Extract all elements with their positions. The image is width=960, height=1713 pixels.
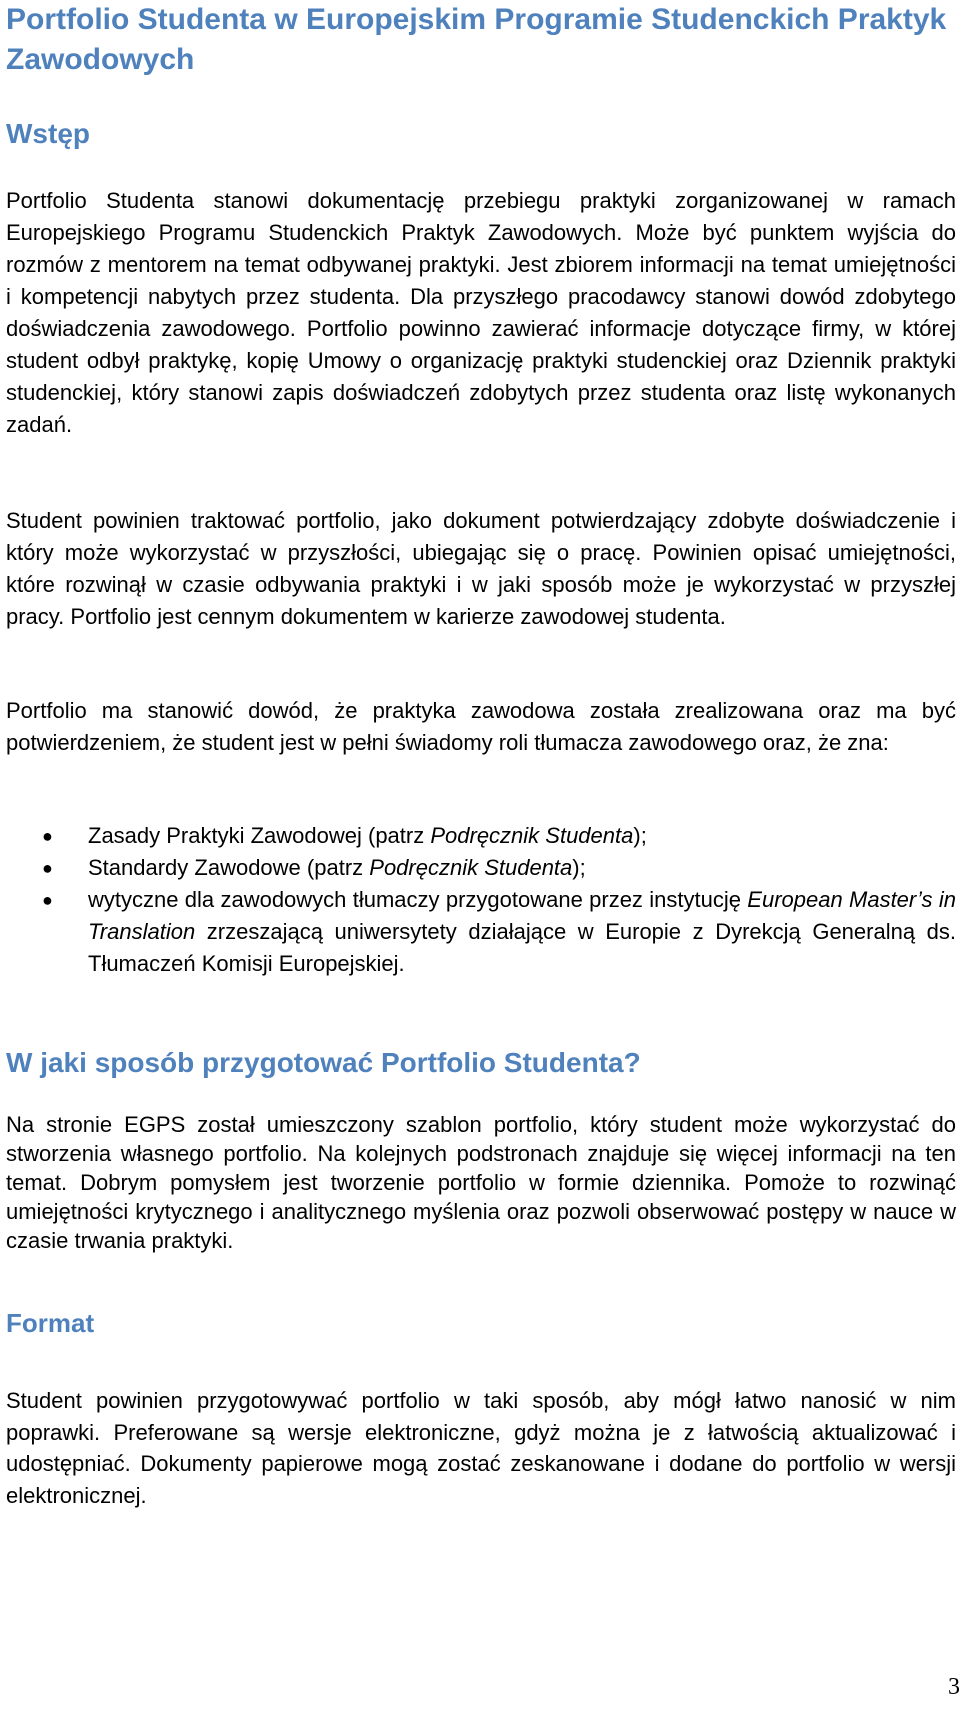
intro-paragraph-3: Portfolio ma stanowić dowód, że praktyka zawodowa została zrealizowana oraz ma być potwierdzeniem, że student jest w pełni świadomy roli tłumacza zawodowego oraz, że zna: [6, 698, 956, 755]
format-paragraph: Student powinien przygotowywać portfolio w taki sposób, aby mógł łatwo nanosić w nim poprawki. Preferowane są wersje elektroniczne, gdyż można je z łatwością aktualizować i udostępniać. Dokumenty papierowe mogą zostać zeskanowane i dodane do portfolio w wersji elektronicznej. [6, 1388, 956, 1508]
list-item-text: Zasady Praktyki Zawodowej (patrz [88, 823, 431, 848]
section-heading-intro: Wstęp [6, 118, 90, 149]
bullet-icon: ● [42, 890, 53, 910]
requirements-list [6, 820, 956, 980]
list-item-text: Standardy Zawodowe (patrz [88, 855, 370, 880]
list-item-italic-reference: European Master’s in Translation [88, 887, 956, 944]
bullet-icon: ● [42, 826, 53, 846]
intro-paragraph-2: Student powinien traktować portfolio, jako dokument potwierdzający zdobyte doświadczenie i który może wykorzystać w przyszłości, ubiegając się o pracę. Powinien opisać umiejętności, które rozwinął w czasie odbywania praktyki i w jaki sposób może je wykorzystać w przyszłej pracy. Portfolio jest cennym dokumentem w karierze zawodowej studenta. [6, 508, 956, 629]
document-title: Portfolio Studenta w Europejskim Programie Studenckich Praktyk Zawodowych [6, 3, 947, 76]
intro-paragraph-1: Portfolio Studenta stanowi dokumentację przebiegu praktyki zorganizowanej w ramach Europejskiego Programu Studenckich Praktyk Zawodowych. Może być punktem wyjścia do rozmów z mentorem na temat odbywanej praktyki. Jest zbiorem informacji na temat umiejętności i kompetencji nabytych przez studenta. Dla przyszłego pracodawcy stanowi dowód zdobytego doświadczenia zawodowego. Portfolio powinno zawierać informacje dotyczące firmy, w której student odbył praktykę, kopię Umowy o organizację praktyki studenckiej oraz Dziennik praktyki studenckiej, który stanowi zapis doświadczeń zdobytych przez studenta oraz listę wykonanych zadań. [6, 188, 956, 437]
section-heading-format: Format [6, 1308, 95, 1338]
bullet-icon: ● [42, 858, 53, 878]
list-item-italic-reference: Podręcznik Studenta [430, 823, 634, 848]
section-heading-how-to: W jaki sposób przygotować Portfolio Studenta? [6, 1047, 641, 1078]
list-item-text-end: zrzeszającą uniwersytety działające w Europie z Dyrekcją Generalną ds. Tłumaczeń Komisji Europejskiej. [88, 919, 956, 976]
list-item-italic-reference: Podręcznik Studenta [369, 855, 573, 880]
list-item-text-end: ); [633, 823, 647, 848]
how-to-paragraph: Na stronie EGPS został umieszczony szablon portfolio, który student może wykorzystać do stworzenia własnego portfolio. Na kolejnych podstronach znajduje się więcej informacji na ten temat. Dobrym pomysłem jest tworzenie portfolio w formie dziennika. Pomoże to rozwinąć umiejętności krytycznego i analitycznego myślenia oraz pozwoli obserwować postępy w nauce w czasie trwania praktyki. [6, 1112, 956, 1253]
list-item [6, 884, 956, 980]
page-number: 3 [948, 1674, 960, 1700]
list-item [6, 852, 956, 884]
list-item-text-end: ); [572, 855, 586, 880]
list-item-text: wytyczne dla zawodowych tłumaczy przygotowane przez instytucję [88, 887, 748, 912]
list-item [6, 820, 956, 852]
